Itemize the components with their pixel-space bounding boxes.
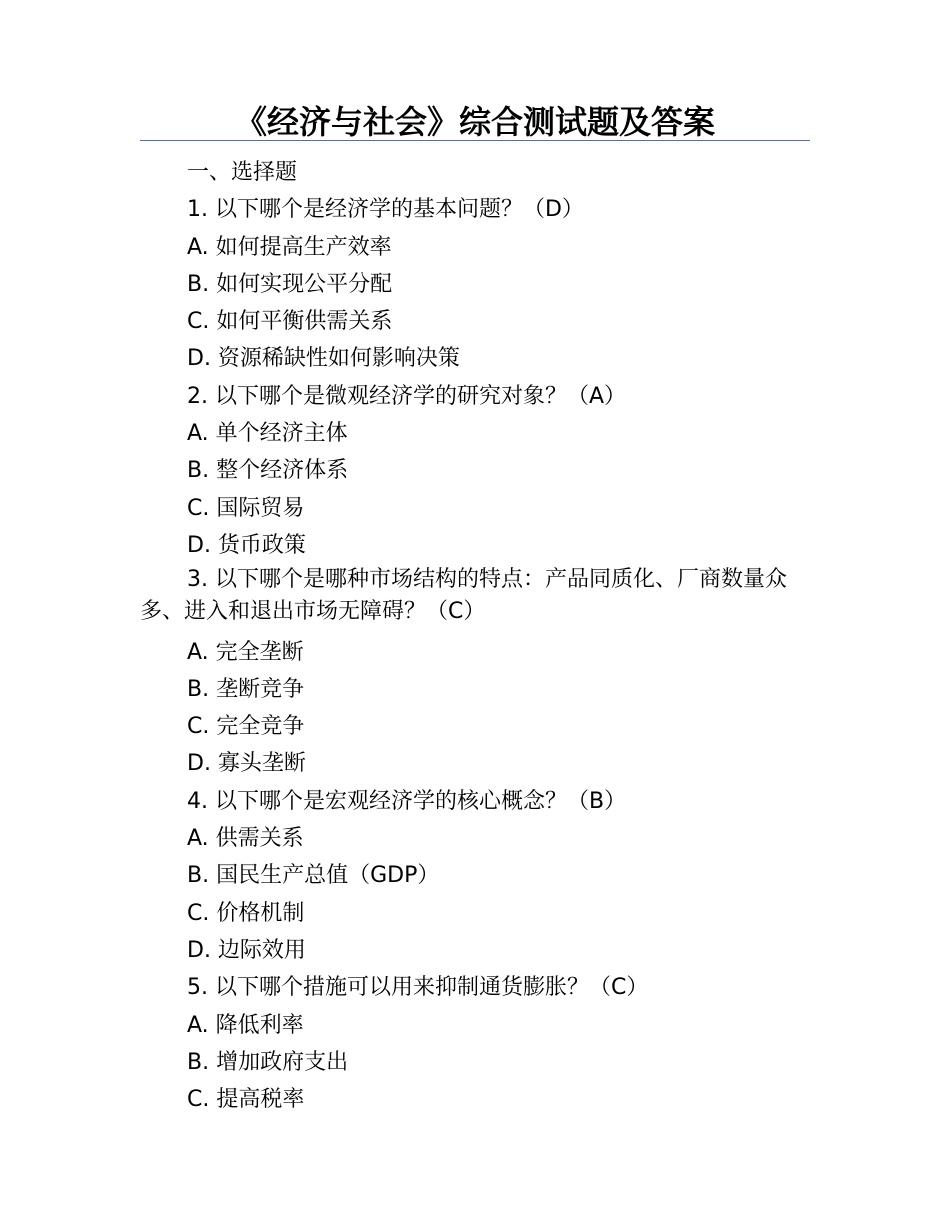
q2-option-c: C. 国际贸易 [187,495,305,521]
question-5: 5. 以下哪个措施可以用来抑制通货膨胀？（C） [187,975,649,1001]
q2-option-a: A. 单个经济主体 [187,421,348,447]
q4-option-d: D. 边际效用 [187,937,306,963]
q3-option-c: C. 完全竞争 [187,714,305,740]
q5-option-b: B. 增加政府支出 [187,1049,349,1075]
q5-option-c: C. 提高税率 [187,1087,305,1113]
question-1: 1. 以下哪个是经济学的基本问题？（D） [187,197,584,223]
title-underline [140,140,810,141]
q3-option-d: D. 寡头垄断 [187,751,306,777]
q2-option-d: D. 货币政策 [187,532,306,558]
document-title: 《经济与社会》综合测试题及答案 [234,103,715,141]
question-2: 2. 以下哪个是微观经济学的研究对象？（A） [187,383,627,409]
q2-option-b: B. 整个经济体系 [187,458,349,484]
q1-option-b: B. 如何实现公平分配 [187,271,393,297]
q1-option-d: D. 资源稀缺性如何影响决策 [187,346,460,372]
q4-option-b: B. 国民生产总值（GDP） [187,863,440,889]
document-body [140,154,810,1118]
q3-option-a: A. 完全垄断 [187,639,304,665]
q4-option-a: A. 供需关系 [187,826,304,852]
q4-option-c: C. 价格机制 [187,900,305,926]
section-heading: 一、选择题 [187,160,298,185]
q5-option-a: A. 降低利率 [187,1012,304,1038]
q1-option-a: A. 如何提高生产效率 [187,234,392,260]
question-4: 4. 以下哪个是宏观经济学的核心概念？（B） [187,788,627,814]
q1-option-c: C. 如何平衡供需关系 [187,309,393,335]
question-3: 3. 以下哪个是哪种市场结构的特点：产品同质化、厂商数量众多、进入和退出市场无障碍？（C） [140,567,787,625]
q3-option-b: B. 垄断竞争 [187,676,305,702]
